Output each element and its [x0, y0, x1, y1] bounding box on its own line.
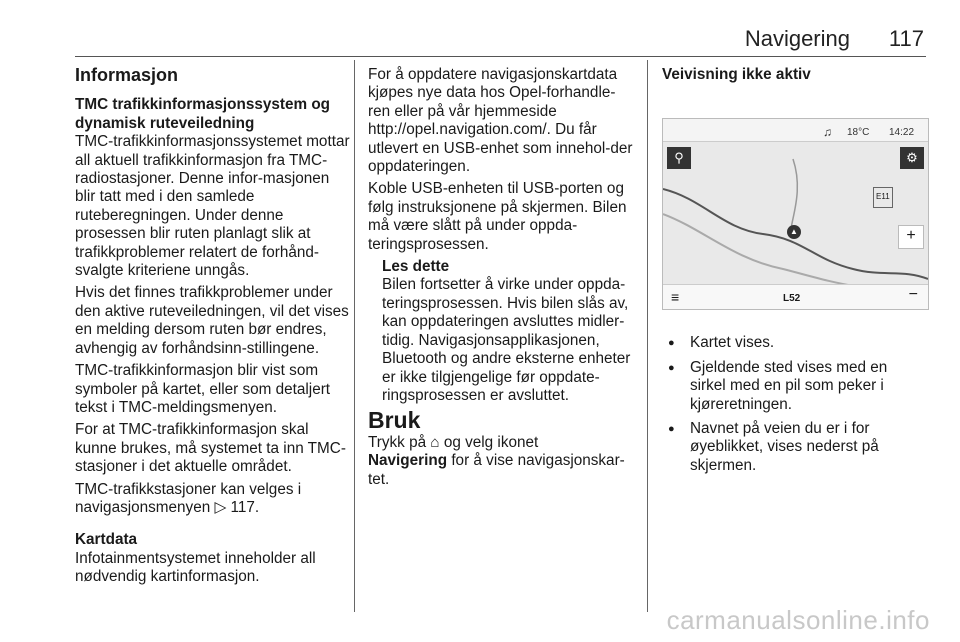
list-item: ● Navnet på veien du er i for øyeblikket, vises nederst på skjermen. [662, 420, 926, 475]
column-3 [662, 66, 926, 481]
home-icon: ⌂ [430, 433, 440, 451]
paragraph: For å oppdatere navigasjonskartdata kjøpes nye data hos Opel-forhandle-ren eller på vår hjemmeside http://opel.navigation.com/. Du får utlevert en USB-enhet som innehol-der oppdateringen. [368, 66, 633, 176]
note-title: Les dette [382, 258, 450, 276]
section-heading: Informasjon [75, 65, 179, 85]
paragraph-text: og velg ikonet [443, 433, 539, 451]
note-box [368, 258, 634, 405]
music-icon: ♫ [823, 125, 832, 140]
road-sign: E11 [873, 187, 893, 207]
paragraph [368, 434, 634, 489]
bold-term: Navigering [368, 452, 448, 470]
column-divider [647, 60, 648, 612]
note-text: Bilen fortsetter å virke under oppda-teringsprosessen. Hvis bilen slås av, kan oppdateringen avsluttes midler-tidig. Navigasjonsapplikasjonen, Bluetooth og andre eksterne enheter er ikke tilgjengelige før oppdate-ringsprosessen er avsluttet. [382, 276, 631, 404]
figure-heading: Veivisning ikke aktiv [662, 66, 811, 83]
header-rule [75, 56, 926, 57]
plus-icon: + [906, 227, 916, 245]
paragraph: Hvis det finnes trafikkproblemer under den aktive ruteveiledningen, vil det vises en melding dersom ruten bør endres, avhengig av forhåndsinn-stillingene. [75, 284, 349, 357]
subsection-heading: TMC trafikkinformasjonssystem og dynamisk ruteveiledning [75, 96, 331, 132]
page-number: 117 [888, 26, 924, 51]
settings-button[interactable] [900, 147, 924, 169]
column-1 [75, 66, 350, 591]
road-name: L52 [783, 293, 801, 305]
paragraph-text: for å vise navigasjonskar-tet. [368, 452, 625, 488]
clock: 14:22 [889, 127, 915, 139]
search-button[interactable] [667, 147, 691, 169]
zoom-in-button[interactable] [898, 225, 924, 249]
page-ref[interactable]: 117. [230, 498, 260, 516]
map-bottom-bar [663, 284, 928, 309]
map-screenshot [662, 118, 929, 310]
search-icon: ⚲ [674, 150, 684, 166]
paragraph-text: TMC-trafikkstasjoner kan velges i navigasjonsmenyen [75, 480, 302, 516]
direction-arrow-icon: ▲ [790, 227, 798, 237]
paragraph-text: Trykk på [368, 433, 427, 451]
subsection-heading: Kartdata [75, 531, 138, 549]
column-2 [368, 66, 634, 493]
map-canvas [663, 119, 928, 309]
list-item: ● Gjeldende sted vises med en sirkel med en pil som peker i kjøreretningen. [662, 359, 926, 414]
temperature: 18°C [847, 127, 870, 139]
paragraph: TMC-trafikkinformasjonssystemet mottar all aktuell trafikkinformasjon fra TMC-radiostasjoner. Denne infor-masjonen blir tatt med i den samlede ruteberegningen. Under denne prosessen blir ruten planlagt slik at trafikkproblemer relatert de forhånd-svalgte kriteriene unngås. [75, 133, 350, 280]
gear-icon: ⚙ [906, 150, 918, 166]
minus-icon[interactable]: − [908, 286, 918, 304]
page-ref-icon: ▷ [214, 498, 227, 516]
paragraph: TMC-trafikkinformasjon blir vist som symboler på kartet, eller som detaljert tekst i TMC-meldingsmenyen. [75, 362, 331, 416]
chapter-title: Navigering [744, 26, 850, 51]
menu-icon[interactable]: ≡ [671, 289, 680, 306]
page-header [0, 26, 960, 56]
paragraph: For at TMC-trafikkinformasjon skal kunne brukes, må systemet ta inn TMC-stasjoner i det aktuelle området. [75, 421, 346, 476]
paragraph: Infotainmentsystemet inneholder all nødvendig kartinformasjon. [75, 549, 316, 586]
section-heading: Bruk [368, 407, 421, 434]
column-divider [354, 60, 355, 612]
list-item: ● Kartet vises. [662, 334, 926, 352]
paragraph [75, 481, 350, 518]
paragraph: Koble USB-enheten til USB-porten og følg instruksjonene på skjermen. Bilen må være slått på under oppda-teringsprosessen. [368, 180, 627, 253]
watermark: carmanualsonline.info [666, 605, 930, 635]
bullet-list [662, 334, 926, 475]
